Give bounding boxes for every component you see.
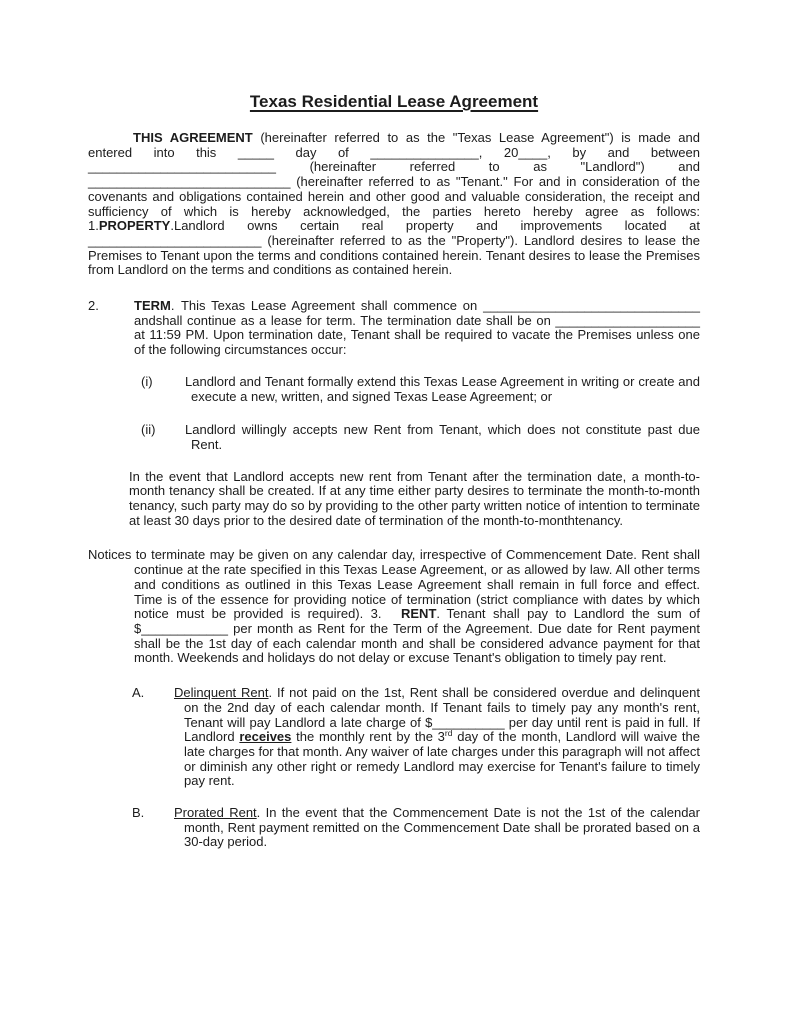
rent-item-b-text: Prorated Rent. In the event that the Commencement Date is not the 1st of the calendar month, Rent payment remitted on the Commencement Date shall be prorated based on a 30-day period. (174, 805, 700, 850)
section-term-text: TERM. This Texas Lease Agreement shall commence on ______________________________ andshall continue as a lease for term. The termination date shall be on ____________________ at 11:59 PM. Upon termination date, Tenant shall be required to vacate the Premises unless one of the following circumstances occur: (134, 298, 700, 358)
rent-item-b-number: B. (132, 805, 145, 821)
intro-paragraph (88, 131, 700, 278)
section-term-number: 2. (88, 298, 99, 314)
month-to-month-text: In the event that Landlord accepts new rent from Tenant after the termination date, a month-to-month tenancy shall be created. If at any time either party desires to terminate the month-to-month tenancy, such party may do so by providing to the other party written notice of intention to terminate at least 30 days prior to the desired date of termination of the month-to-monthtenancy. (129, 468, 700, 528)
term-item-i-text: Landlord and Tenant formally extend this Texas Lease Agreement in writing or create and execute a new, written, and signed Texas Lease Agreement; or (185, 373, 700, 404)
rent-item-a-number: A. (132, 685, 145, 701)
term-item-i-number: (i) (141, 373, 153, 389)
notices-rent-text: Notices to terminate may be given on any calendar day, irrespective of Commencement Date. Rent shall continue at the rate specified in this Texas Lease Agreement, or as allowed by law. All other terms and conditions as outlined in this Texas Lease Agreement shall remain in full force and effect. Time is of the essence for providing notice of termination (strict compliance with dates by which notice must be provided is required). 3. RENT. Tenant shall pay to Landlord the sum of $____________ per month as Rent for the Term of the Agreement. Due date for Rent payment shall be the 1st day of each calendar month and shall be considered advance payment for that month. Weekends and holidays do not delay or excuse Tenant's obligation to timely pay rent. (88, 547, 700, 666)
month-to-month-paragraph (129, 470, 700, 529)
intro-text: THIS AGREEMENT (hereinafter referred to as the "Texas Lease Agreement") is made and entered into this _____ day of _______________, 20____, by and between __________________________ (hereinafter referred to as "Landlord") and ____________________________ (hereinafter referred to as "Tenant." For and in consideration of the covenants and obligations contained herein and other good and valuable consideration, the receipt and sufficiency of which is hereby acknowledged, the parties hereto hereby agree as follows: 1.PROPERTY.Landlord owns certain real property and improvements located at ________________________ (hereinafter referred to as the "Property"). Landlord desires to lease the Premises to Tenant upon the terms and conditions contained herein. Tenant desires to lease the Premises from Landlord on the terms and conditions as contained herein. (88, 130, 701, 278)
rent-item-a (88, 686, 700, 789)
term-item-ii-number: (ii) (141, 422, 156, 438)
rent-item-b (88, 806, 700, 850)
term-item-ii (88, 423, 700, 452)
document-title: Texas Residential Lease Agreement (249, 92, 539, 111)
section-term (88, 299, 700, 358)
notices-rent-paragraph (88, 548, 700, 666)
term-item-i (88, 375, 700, 404)
rent-item-a-text: Delinquent Rent. If not paid on the 1st, Rent shall be considered overdue and delinquent on the 2nd day of each calendar month. If Tenant fails to timely pay any month's rent, Tenant will pay Landlord a late charge of $__________ per day until rent is paid in full. If Landlord receives the monthly rent by the 3rd day of the month, Landlord will waive the late charges for that month. Any waiver of late charges under this paragraph will not affect or diminish any other right or remedy Landlord may exercise for Tenant's failure to timely pay rent. (174, 685, 700, 789)
term-item-ii-text: Landlord willingly accepts new Rent from Tenant, which does not constitute past due Rent. (185, 422, 700, 452)
